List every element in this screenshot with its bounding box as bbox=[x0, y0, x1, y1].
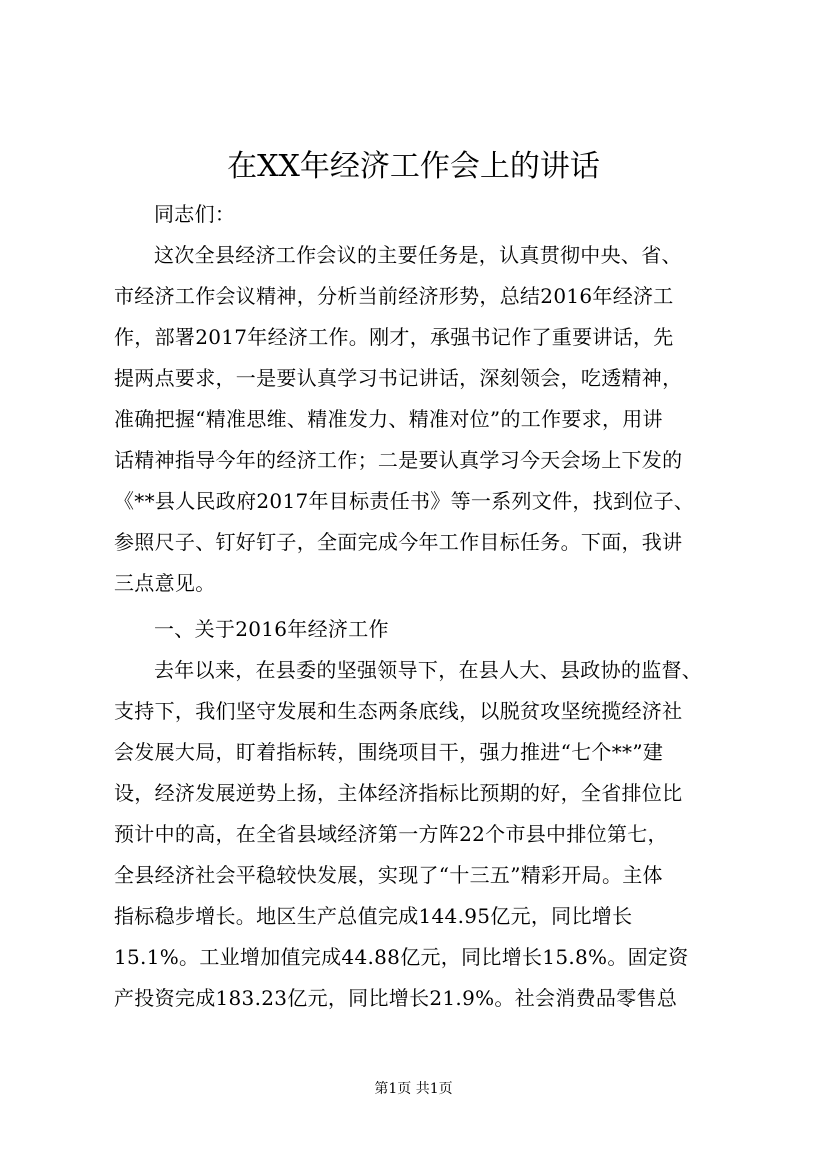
body-line: 设，经济发展逆势上扬，主体经济指标比预期的好，全省排位比 bbox=[114, 781, 683, 805]
section-heading: 一、关于2016年经济工作 bbox=[154, 617, 389, 641]
body-line: 全县经济社会平稳较快发展，实现了“十三五”精彩开局。主体 bbox=[114, 863, 663, 887]
body-line: 预计中的高，在全省县域经济第一方阵22个市县中排位第七， bbox=[114, 822, 668, 846]
body-line: 作，部署2017年经济工作。刚才，承强书记作了重要讲话，先 bbox=[114, 325, 674, 349]
body-line: 指标稳步增长。地区生产总值完成144.95亿元，同比增长 bbox=[114, 904, 633, 928]
body-line: 产投资完成183.23亿元，同比增长21.9%。社会消费品零售总 bbox=[114, 986, 678, 1010]
body-line: 《**县人民政府2017年目标责任书》等一系列文件，找到位子、 bbox=[114, 489, 695, 513]
body-line: 参照尺子、钉好钉子，全面完成今年工作目标任务。下面，我讲 bbox=[114, 530, 683, 554]
page-footer: 第1页 共1页 bbox=[374, 1081, 453, 1097]
body-line: 提两点要求，一是要认真学习书记讲话，深刻领会，吃透精神， bbox=[114, 366, 683, 390]
body-line: 支持下，我们坚守发展和生态两条底线，以脱贫攻坚统揽经济社 bbox=[114, 699, 683, 723]
body-line: 准确把握“精准思维、精准发力、精准对位”的工作要求，用讲 bbox=[114, 407, 663, 431]
body-line: 这次全县经济工作会议的主要任务是，认真贯彻中央、省、 bbox=[154, 243, 682, 267]
document-title: 在XX年经济工作会上的讲话 bbox=[227, 149, 600, 184]
body-line: 15.1%。工业增加值完成44.88亿元，同比增长15.8%。固定资 bbox=[114, 945, 689, 969]
body-line: 市经济工作会议精神，分析当前经济形势，总结2016年经济工 bbox=[114, 284, 674, 308]
body-line: 会发展大局，盯着指标转，围绕项目干，强力推进“七个**”建 bbox=[114, 740, 664, 764]
body-line: 话精神指导今年的经济工作；二是要认真学习今天会场上下发的 bbox=[114, 448, 683, 472]
body-line: 去年以来，在县委的坚强领导下，在县人大、县政协的监督、 bbox=[154, 658, 703, 682]
body-line: 三点意见。 bbox=[114, 571, 216, 595]
salutation-line: 同志们： bbox=[154, 202, 236, 226]
